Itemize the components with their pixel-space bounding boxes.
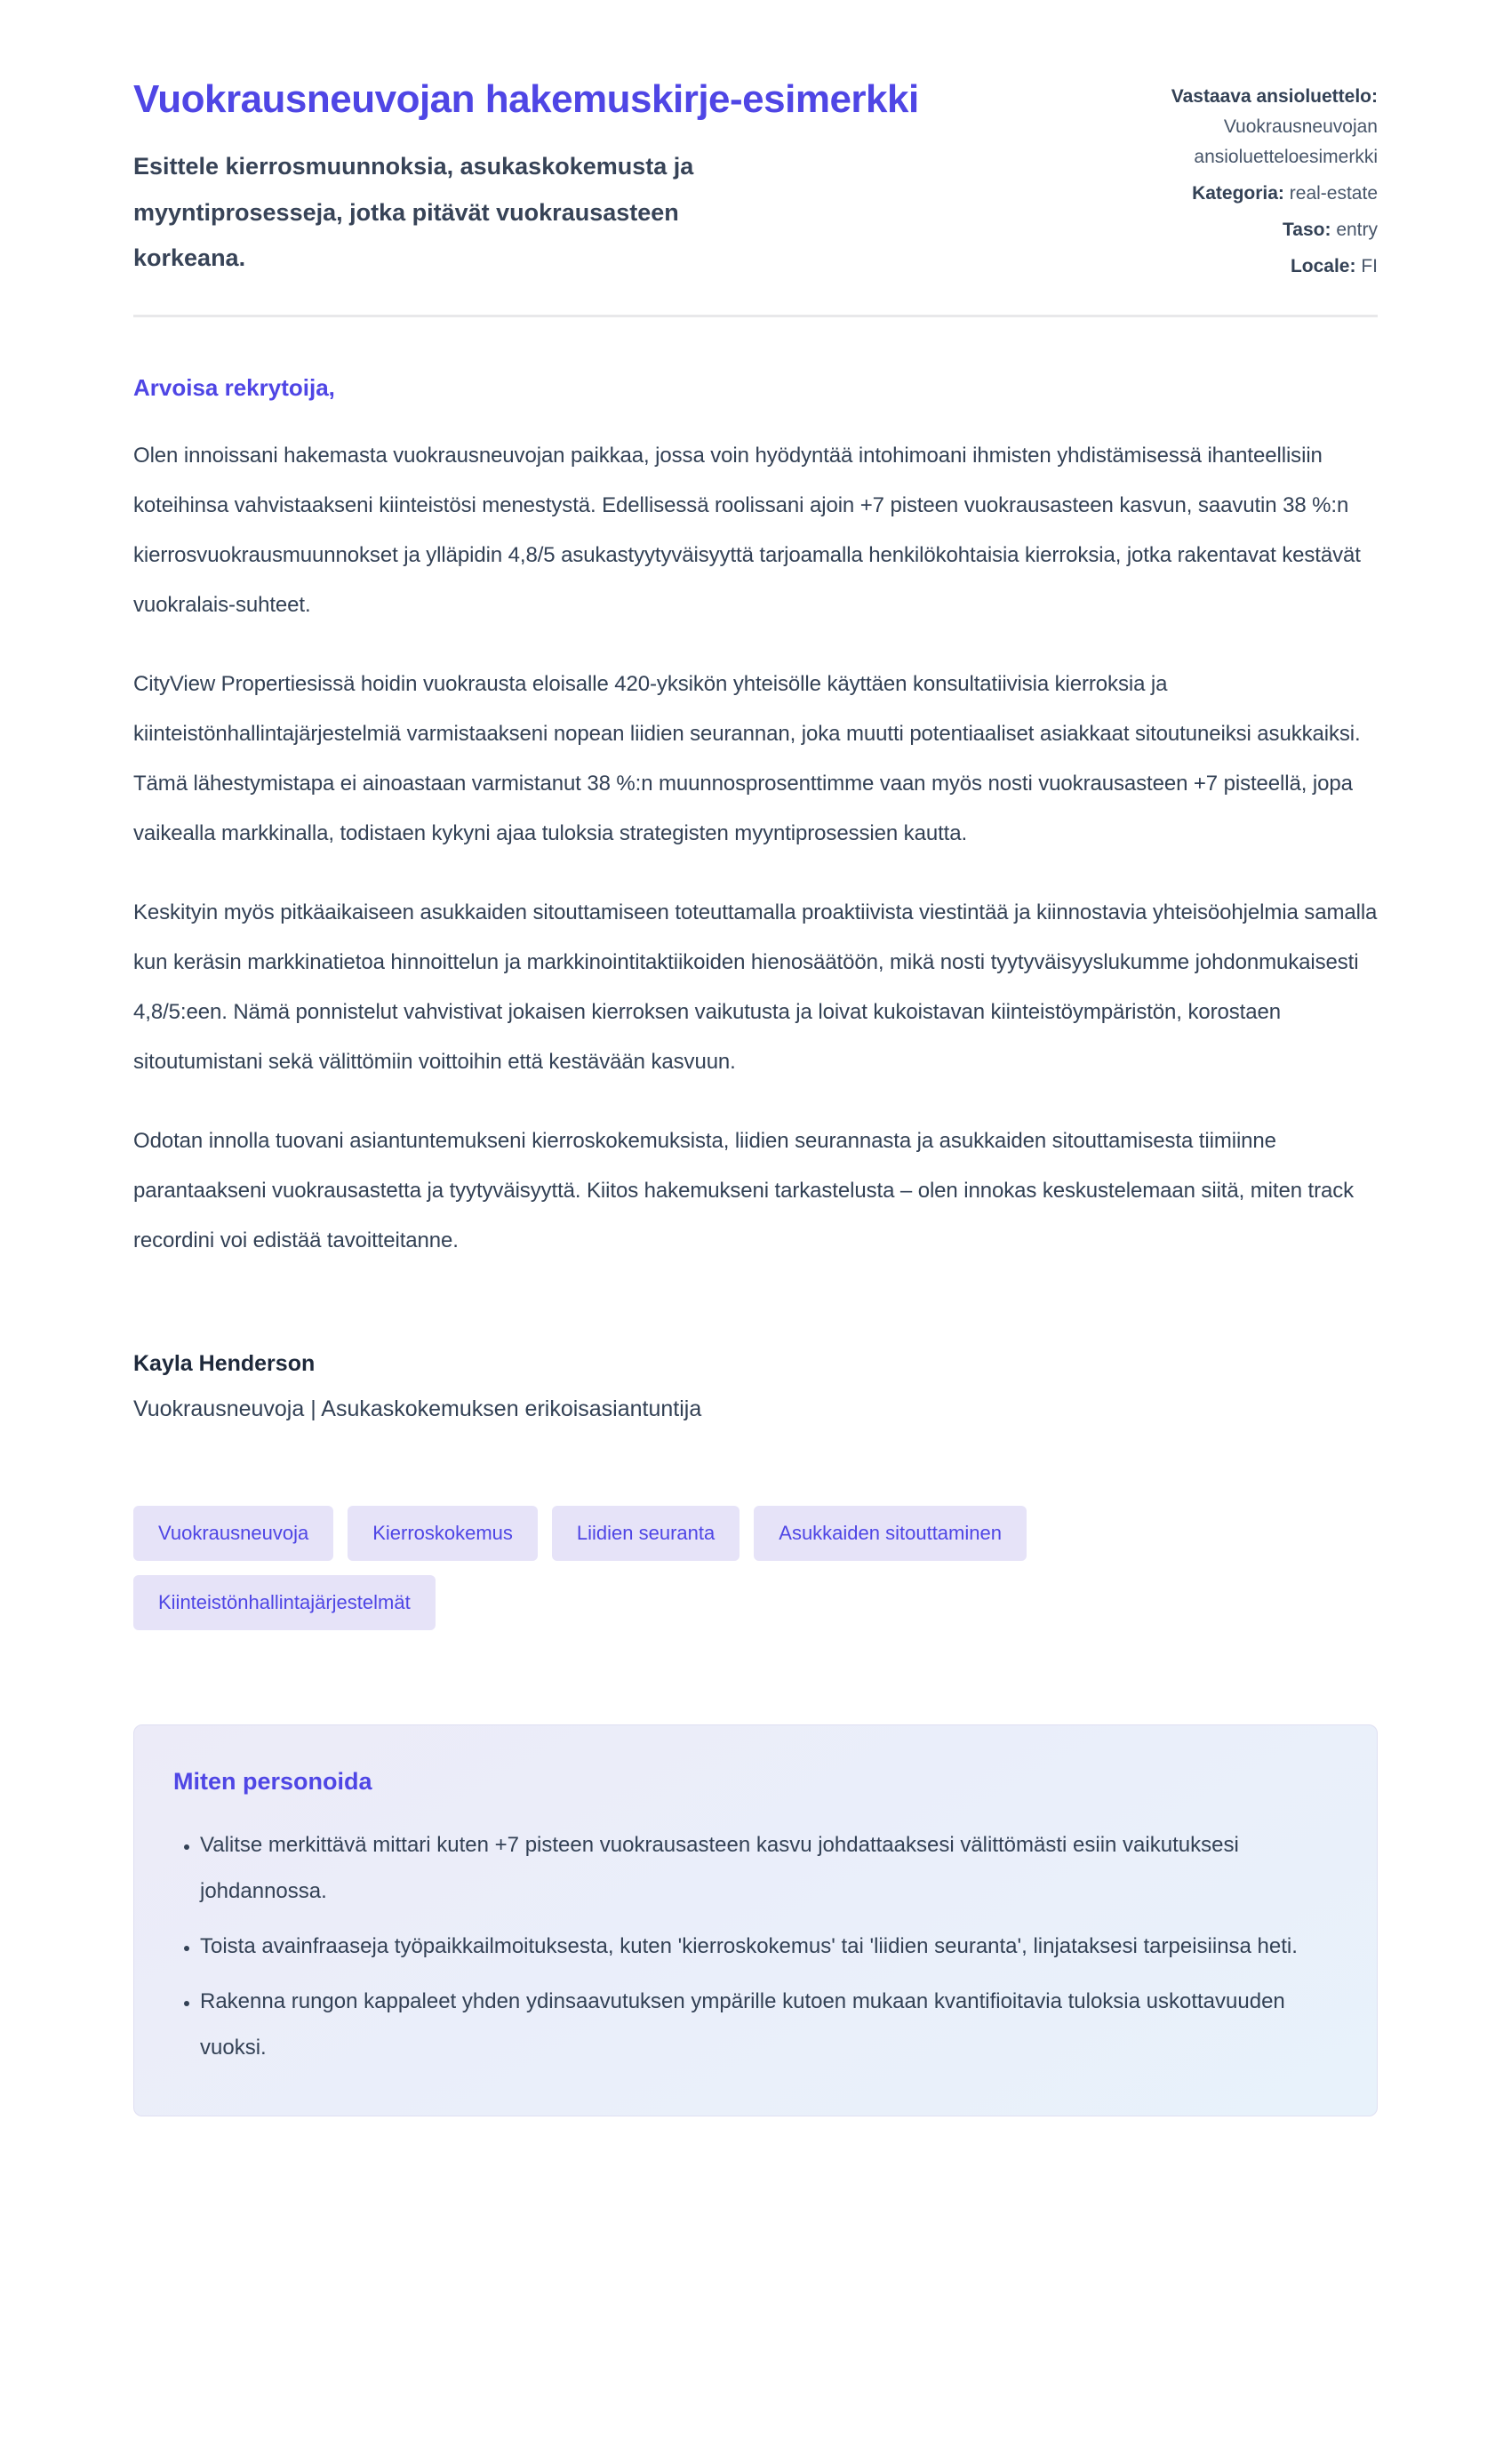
letter-paragraph-2: CityView Propertiesissä hoidin vuokrausta eloisalle 420-yksikön yhteisölle käyttäen konsultatiivisia kierroksia ja kiinteistönhallintajärjestelmiä varmistaakseni nopean liidien seurannan, joka muutti potentiaaliset asiakkaat sitoutuneiksi asukkaiksi. Tämä lähestymistapa ei ainoastaan varmistanut 38 %:n muunnosprosenttimme vaan myös nosti vuokrausasteen +7 pisteellä, jopa vaikealla markkinalla, todistaen kykyni ajaa tuloksia strategisten myyntiprosessien kautta.: [133, 672, 1361, 846]
tag-list: [133, 1506, 1342, 1630]
locale-label: Locale:: [1290, 256, 1356, 277]
signature-role: Vuokrausneuvoja | Asukaskokemuksen erikoisasiantuntija: [133, 1396, 702, 1422]
tag-liidien-seuranta[interactable]: Liidien seuranta: [552, 1506, 740, 1561]
letter-paragraph-3: Keskityin myös pitkäaikaiseen asukkaiden sitouttamiseen toteuttamalla proaktiivista viestintää ja kiinnostavia yhteisöohjelmia samalla kun keräsin markkinatietoa hinnoittelun ja markkinointitaktiikoiden hienosäätöön, mikä nosti tyytyväisyyslukumme johdonmukaisesti 4,8/5:een. Nämä ponnistelut vahvistivat jokaisen kierroksen vaikutusta ja loivat kukoistavan kiinteistöympäristön, korostaen sitoutumistani sekä välittömiin voittoihin että kestävään kasvuun.: [133, 900, 1378, 1075]
personalization-heading: Miten personoida: [173, 1768, 372, 1796]
personalization-list: [173, 1822, 1338, 2071]
page-subtitle: Esittele kierrosmuunnoksia, asukaskokemusta ja myyntiprosesseja, jotka pitävät vuokrausasteen korkeana.: [133, 152, 694, 272]
matching-resume-link[interactable]: Vuokrausneuvojan ansioluetteloesimerkki: [1194, 116, 1378, 168]
letter-body: [133, 374, 1378, 1422]
locale-value: FI: [1361, 256, 1378, 277]
category-label: Kategoria:: [1192, 183, 1284, 204]
letter-paragraph-1: Olen innoissani hakemasta vuokrausneuvojan paikkaa, jossa voin hyödyntää intohimoani ihmisten yhdistämisessä ihanteellisiin koteihinsa vahvistaakseni kiinteistösi menestystä. Edellisessä roolissani ajoin +7 pisteen vuokrausasteen kasvun, saavutin 38 %:n kierrosvuokrausmuunnokset ja ylläpidin 4,8/5 asukastyytyväisyyttä tarjoamalla henkilökohtaisia kierroksia, jotka rakentavat kestävät vuokralais-suhteet.: [133, 444, 1361, 618]
meta-row-locale: [1100, 252, 1378, 282]
meta-panel: [1100, 73, 1378, 288]
tag-kierroskokemus[interactable]: Kierroskokemus: [348, 1506, 538, 1561]
personalization-tip-1: • Valitse merkittävä mittari kuten +7 pisteen vuokrausasteen kasvu johdattaaksesi välittömästi esiin vaikutuksesi johdannossa.: [200, 1822, 1311, 1915]
level-label: Taso:: [1283, 220, 1331, 241]
cover-letter-page: [133, 0, 1378, 2204]
personalization-tip-2: • Toista avainfraaseja työpaikkailmoituksesta, kuten 'kierroskokemus' tai 'liidien seuranta', linjataksesi tarpeisiinsa heti.: [200, 1924, 1311, 1970]
header: [133, 73, 1378, 288]
meta-row-resume: [1100, 82, 1378, 172]
header-left: [133, 73, 1065, 282]
personalization-tip-3: • Rakenna rungon kappaleet yhden ydinsaavutuksen ympärille kutoen mukaan kvantifioitavia tuloksia uskottavuuden vuoksi.: [200, 1979, 1311, 2071]
category-value: real-estate: [1289, 183, 1378, 204]
tag-kiinteistonhallintajarjestelmat[interactable]: Kiinteistönhallintajärjestelmät: [133, 1575, 436, 1630]
level-value: entry: [1336, 220, 1378, 241]
meta-row-level: [1100, 215, 1378, 245]
divider: [133, 315, 1378, 317]
resume-label: Vastaava ansioluettelo:: [1171, 86, 1378, 107]
meta-row-category: [1100, 179, 1378, 209]
tag-asukkaiden-sitouttaminen[interactable]: Asukkaiden sitouttaminen: [754, 1506, 1027, 1561]
page-title: Vuokrausneuvojan hakemuskirje-esimerkki: [133, 77, 919, 121]
letter-paragraph-4: Odotan innolla tuovani asiantuntemukseni kierroskokemuksista, liidien seurannasta ja asukkaiden sitouttamisesta tiimiinne parantaakseni vuokrausastetta ja tyytyväisyyttä. Kiitos hakemukseni tarkastelusta – olen innokas keskustelemaan siitä, miten track recordini voi edistää tavoitteitanne.: [133, 1129, 1355, 1253]
signature-name: Kayla Henderson: [133, 1351, 316, 1377]
greeting: Arvoisa rekrytoija,: [133, 374, 335, 402]
personalization-box: [133, 1724, 1378, 2116]
tag-vuokrausneuvoja[interactable]: Vuokrausneuvoja: [133, 1506, 333, 1561]
